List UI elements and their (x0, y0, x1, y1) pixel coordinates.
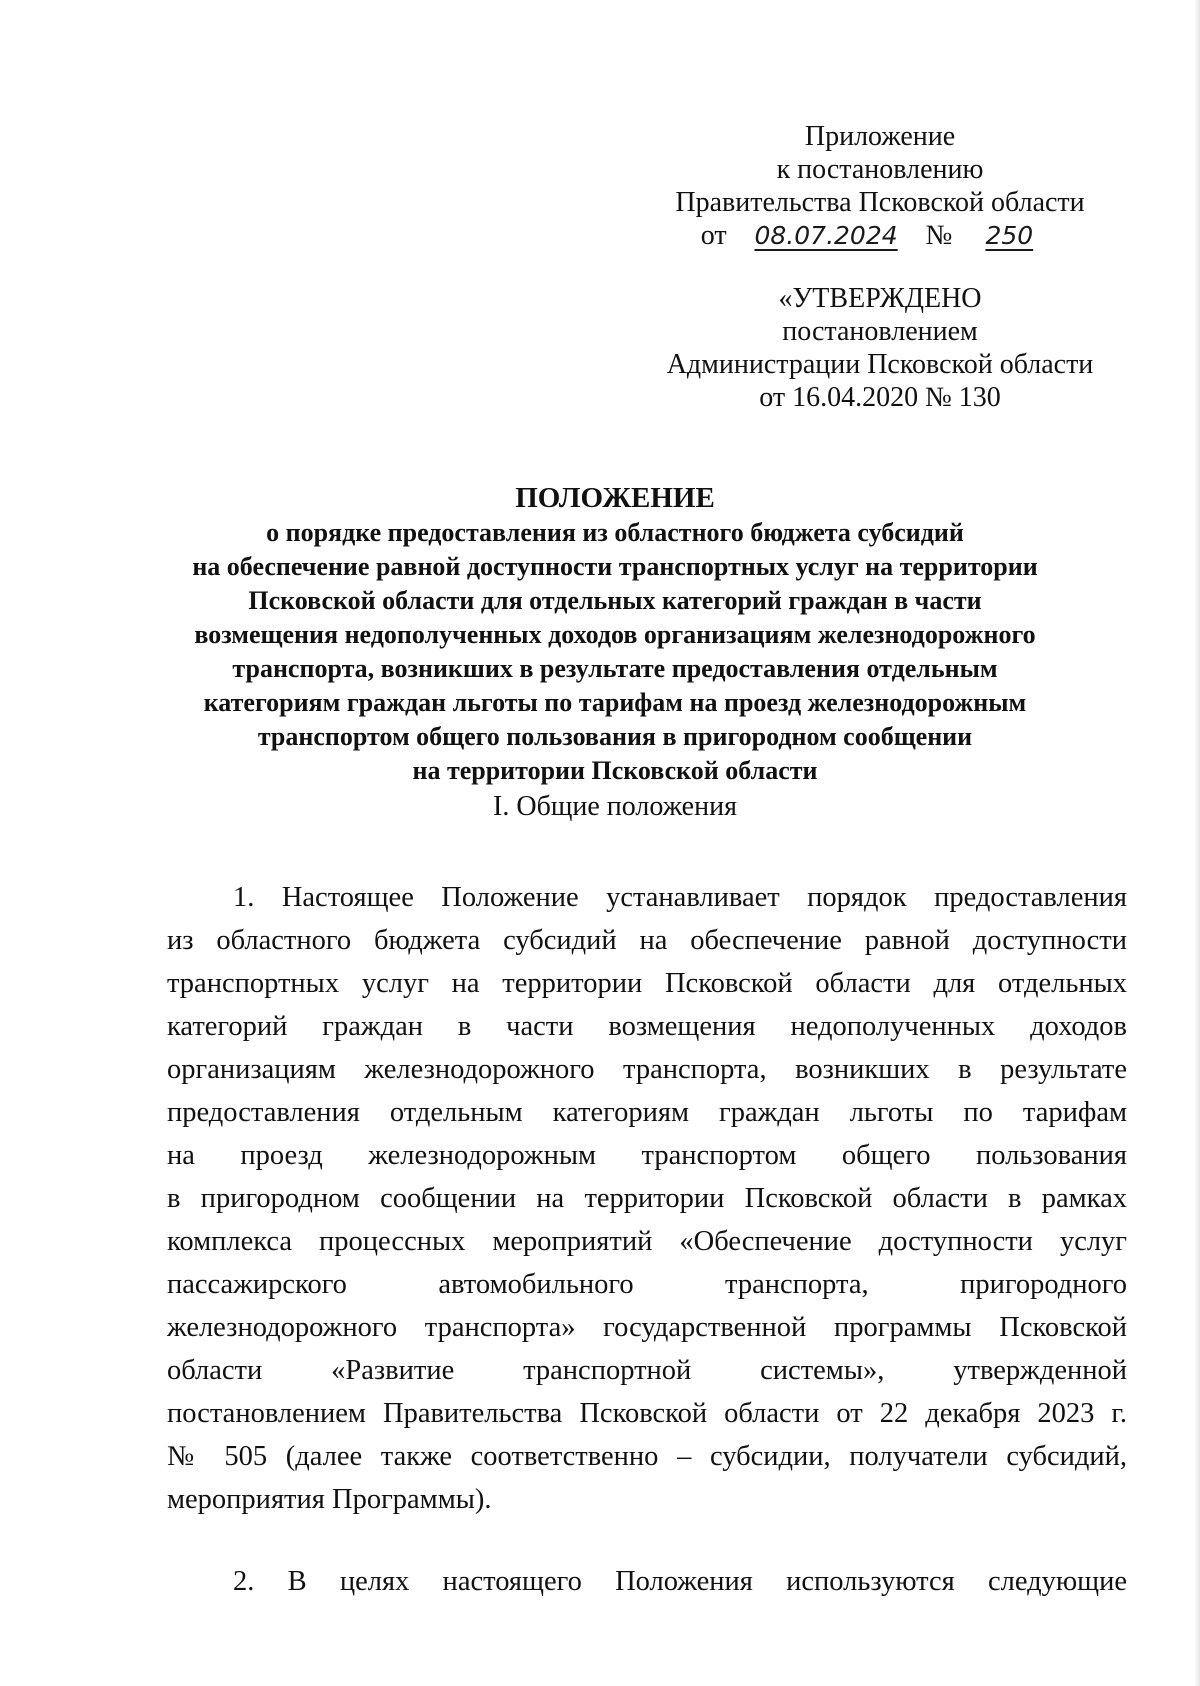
paragraph-2 (167, 1560, 1127, 1603)
appendix-date-line (600, 219, 1160, 252)
paragraph-line: постановлением Правительства Псковской области от 22 декабря 2023 г. (167, 1398, 1127, 1429)
paragraph-1 (167, 876, 1127, 1521)
paragraph-line: железнодорожного транспорта» государственной программы Псковской (167, 1312, 1127, 1343)
number-label: № (925, 220, 953, 251)
paragraph-line: транспортных услуг на территории Псковской области для отдельных (167, 968, 1127, 999)
subtitle-line: на обеспечение равной доступности транспортных услуг на территории (192, 552, 1038, 581)
handwritten-date: 08.07.2024 (754, 221, 898, 250)
paragraph-line: на проезд железнодорожным транспортом общего пользования (167, 1140, 1127, 1171)
paragraph-line: № 505 (далее также соответственно – субсидии, получатели субсидий, (167, 1441, 1127, 1472)
appendix-header (600, 120, 1160, 252)
appendix-line: Правительства Псковской области (675, 187, 1085, 218)
section-heading: I. Общие положения (493, 791, 737, 822)
paragraph-line: 1. Настоящее Положение устанавливает порядок предоставления (233, 882, 1127, 913)
subtitle-line: категориям граждан льготы по тарифам на проезд железнодорожным (203, 688, 1027, 717)
approval-line: от 16.04.2020 № 130 (759, 382, 1001, 413)
paragraph-line: организациям железнодорожного транспорта, возникших в результате (167, 1054, 1127, 1085)
subtitle-line: о порядке предоставления из областного бюджета субсидий (266, 518, 964, 547)
paragraph-line: категорий граждан в части возмещения недополученных доходов (167, 1011, 1127, 1042)
subtitle-line: Псковской области для отдельных категорий граждан в части (248, 586, 982, 615)
paragraph-line: комплекса процессных мероприятий «Обеспечение доступности услуг (167, 1226, 1127, 1257)
paragraph-line: в пригородном сообщении на территории Псковской области в рамках (167, 1183, 1127, 1214)
approval-stamp-text (600, 282, 1160, 414)
paragraph-line: пассажирского автомобильного транспорта, пригородного (167, 1269, 1127, 1300)
approval-line: постановлением (782, 316, 978, 347)
document-title-block (120, 481, 1110, 788)
subtitle-line: транспорта, возникших в результате предоставления отдельным (232, 654, 998, 683)
approval-line: «УТВЕРЖДЕНО (778, 283, 982, 314)
from-label: от (700, 220, 727, 251)
appendix-line: к постановлению (776, 154, 984, 185)
paragraph-line: из областного бюджета субсидий на обеспечение равной доступности (167, 925, 1127, 956)
appendix-line: Приложение (804, 121, 956, 152)
document-title: ПОЛОЖЕНИЕ (515, 482, 715, 514)
approval-line: Администрации Псковской области (666, 349, 1094, 380)
handwritten-number: 250 (985, 221, 1034, 250)
paragraph-line: 2. В целях настоящего Положения используются следующие (233, 1566, 1127, 1597)
paragraph-line: мероприятия Программы). (167, 1484, 492, 1515)
subtitle-line: на территории Псковской области (412, 756, 818, 785)
paragraph-line: предоставления отдельным категориям граждан льготы по тарифам (167, 1097, 1127, 1128)
subtitle-line: транспортом общего пользования в пригородном сообщении (257, 722, 973, 751)
paragraph-line: области «Развитие транспортной системы», утвержденной (167, 1355, 1127, 1386)
page-edge (1194, 0, 1200, 1686)
subtitle-line: возмещения недополученных доходов организациям железнодорожного (194, 620, 1036, 649)
